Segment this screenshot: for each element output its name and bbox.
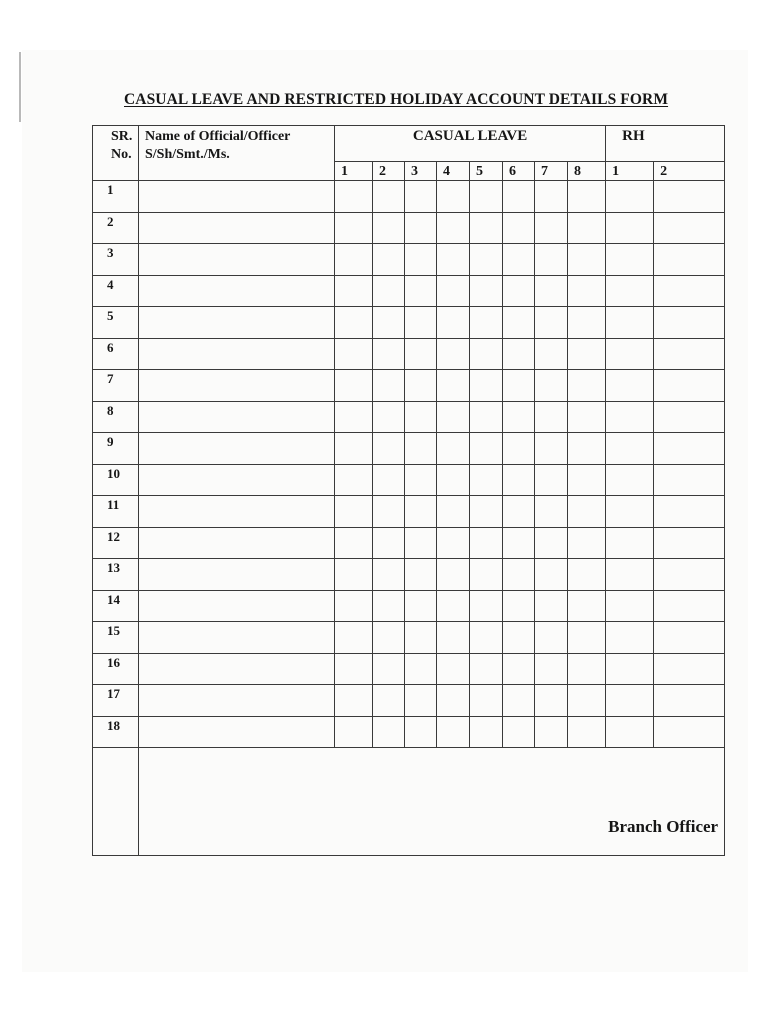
casual-leave-cell[interactable] <box>568 275 606 307</box>
official-name-cell[interactable] <box>139 370 335 402</box>
casual-leave-cell[interactable] <box>405 464 437 496</box>
casual-leave-cell[interactable] <box>405 527 437 559</box>
casual-leave-cell[interactable] <box>568 244 606 276</box>
casual-leave-cell[interactable] <box>373 181 405 213</box>
casual-leave-cell[interactable] <box>373 464 405 496</box>
official-name-cell[interactable] <box>139 433 335 465</box>
sr-number-cell: 2 <box>93 212 139 244</box>
rh-cell[interactable] <box>606 370 654 402</box>
casual-leave-cell[interactable] <box>470 181 503 213</box>
casual-leave-cell[interactable] <box>568 433 606 465</box>
casual-leave-cell[interactable] <box>437 181 470 213</box>
leave-account-table <box>92 125 725 856</box>
casual-leave-cell[interactable] <box>470 212 503 244</box>
casual-leave-cell[interactable] <box>405 401 437 433</box>
casual-leave-cell[interactable] <box>437 244 470 276</box>
casual-leave-cell[interactable] <box>503 275 535 307</box>
casual-leave-cell[interactable] <box>535 590 568 622</box>
casual-leave-cell[interactable] <box>503 716 535 748</box>
casual-leave-cell[interactable] <box>470 464 503 496</box>
rh-cell[interactable] <box>606 716 654 748</box>
casual-leave-cell[interactable] <box>503 401 535 433</box>
sr-number-cell: 14 <box>93 590 139 622</box>
official-name-cell[interactable] <box>139 622 335 654</box>
casual-leave-cell[interactable] <box>437 622 470 654</box>
rh-cell[interactable] <box>606 181 654 213</box>
rh-cell[interactable] <box>606 244 654 276</box>
casual-leave-cell[interactable] <box>470 401 503 433</box>
table-row <box>93 622 725 654</box>
casual-leave-cell[interactable] <box>568 464 606 496</box>
table-row <box>93 307 725 339</box>
rh-cell[interactable] <box>654 685 725 717</box>
official-name-cell[interactable] <box>139 653 335 685</box>
rh-cell[interactable] <box>606 559 654 591</box>
casual-leave-cell[interactable] <box>437 559 470 591</box>
casual-leave-cell[interactable] <box>535 338 568 370</box>
casual-leave-cell[interactable] <box>405 212 437 244</box>
casual-leave-header: CASUAL LEAVE <box>335 126 606 162</box>
casual-leave-cell[interactable] <box>373 716 405 748</box>
casual-leave-cell[interactable] <box>335 212 373 244</box>
casual-leave-cell[interactable] <box>335 527 373 559</box>
casual-leave-cell[interactable] <box>373 622 405 654</box>
casual-leave-cell[interactable] <box>405 370 437 402</box>
scan-edge-mark <box>19 52 21 122</box>
rh-cell[interactable] <box>606 401 654 433</box>
casual-leave-cell[interactable] <box>405 338 437 370</box>
casual-leave-cell[interactable] <box>335 716 373 748</box>
casual-leave-cell[interactable] <box>437 275 470 307</box>
table-row <box>93 685 725 717</box>
casual-leave-cell[interactable] <box>335 275 373 307</box>
official-name-cell[interactable] <box>139 464 335 496</box>
casual-leave-cell[interactable] <box>503 244 535 276</box>
name-header-line1: Name of Official/Officer <box>145 129 291 144</box>
official-name-cell[interactable] <box>139 307 335 339</box>
casual-leave-cell[interactable] <box>437 590 470 622</box>
casual-leave-cell[interactable] <box>335 496 373 528</box>
casual-leave-cell[interactable] <box>373 401 405 433</box>
casual-leave-cell[interactable] <box>535 464 568 496</box>
casual-leave-cell[interactable] <box>470 307 503 339</box>
official-name-cell[interactable] <box>139 181 335 213</box>
table-row <box>93 401 725 433</box>
casual-leave-cell[interactable] <box>437 527 470 559</box>
sr-number-cell: 11 <box>93 496 139 528</box>
casual-leave-col-8: 8 <box>568 162 606 181</box>
casual-leave-cell[interactable] <box>405 716 437 748</box>
casual-leave-col-1: 1 <box>335 162 373 181</box>
branch-officer-label: Branch Officer <box>608 817 719 836</box>
casual-leave-cell[interactable] <box>335 622 373 654</box>
sr-no-header <box>93 126 139 181</box>
casual-leave-cell[interactable] <box>503 496 535 528</box>
casual-leave-cell[interactable] <box>503 338 535 370</box>
casual-leave-cell[interactable] <box>568 653 606 685</box>
sr-number-cell: 18 <box>93 716 139 748</box>
sr-number-cell: 16 <box>93 653 139 685</box>
rh-cell[interactable] <box>606 527 654 559</box>
casual-leave-cell[interactable] <box>535 212 568 244</box>
casual-leave-cell[interactable] <box>405 590 437 622</box>
sr-number-cell: 4 <box>93 275 139 307</box>
sr-number-cell: 5 <box>93 307 139 339</box>
official-name-cell[interactable] <box>139 496 335 528</box>
casual-leave-cell[interactable] <box>535 401 568 433</box>
casual-leave-cell[interactable] <box>503 622 535 654</box>
casual-leave-cell[interactable] <box>335 244 373 276</box>
casual-leave-cell[interactable] <box>373 275 405 307</box>
signature-row-sr-cell <box>93 748 139 856</box>
rh-cell[interactable] <box>654 464 725 496</box>
casual-leave-cell[interactable] <box>437 307 470 339</box>
casual-leave-cell[interactable] <box>437 338 470 370</box>
official-name-cell[interactable] <box>139 716 335 748</box>
casual-leave-cell[interactable] <box>405 181 437 213</box>
casual-leave-cell[interactable] <box>568 401 606 433</box>
sr-number-cell: 9 <box>93 433 139 465</box>
casual-leave-cell[interactable] <box>373 307 405 339</box>
casual-leave-cell[interactable] <box>535 307 568 339</box>
casual-leave-cell[interactable] <box>535 653 568 685</box>
casual-leave-cell[interactable] <box>373 559 405 591</box>
casual-leave-cell[interactable] <box>335 307 373 339</box>
rh-cell[interactable] <box>654 590 725 622</box>
casual-leave-cell[interactable] <box>470 370 503 402</box>
official-name-cell[interactable] <box>139 338 335 370</box>
casual-leave-cell[interactable] <box>470 653 503 685</box>
casual-leave-cell[interactable] <box>437 464 470 496</box>
casual-leave-cell[interactable] <box>405 653 437 685</box>
casual-leave-col-6: 6 <box>503 162 535 181</box>
casual-leave-cell[interactable] <box>335 433 373 465</box>
sr-number-cell: 7 <box>93 370 139 402</box>
form-title: CASUAL LEAVE AND RESTRICTED HOLIDAY ACCOUNT DETAILS FORM <box>124 91 669 108</box>
rh-cell[interactable] <box>606 212 654 244</box>
casual-leave-cell[interactable] <box>535 244 568 276</box>
casual-leave-cell[interactable] <box>503 653 535 685</box>
sr-number-cell: 8 <box>93 401 139 433</box>
casual-leave-cell[interactable] <box>535 527 568 559</box>
casual-leave-col-5: 5 <box>470 162 503 181</box>
table-row <box>93 590 725 622</box>
official-name-cell[interactable] <box>139 244 335 276</box>
casual-leave-cell[interactable] <box>568 307 606 339</box>
casual-leave-cell[interactable] <box>373 338 405 370</box>
official-name-cell[interactable] <box>139 527 335 559</box>
casual-leave-cell[interactable] <box>535 716 568 748</box>
casual-leave-cell[interactable] <box>335 559 373 591</box>
casual-leave-cell[interactable] <box>405 307 437 339</box>
sr-number-cell: 17 <box>93 685 139 717</box>
official-name-cell[interactable] <box>139 212 335 244</box>
casual-leave-cell[interactable] <box>470 685 503 717</box>
rh-cell[interactable] <box>654 338 725 370</box>
casual-leave-col-2: 2 <box>373 162 405 181</box>
casual-leave-cell[interactable] <box>503 590 535 622</box>
official-name-cell[interactable] <box>139 590 335 622</box>
casual-leave-cell[interactable] <box>437 212 470 244</box>
table-row <box>93 244 725 276</box>
rh-cell[interactable] <box>654 401 725 433</box>
casual-leave-cell[interactable] <box>568 370 606 402</box>
casual-leave-cell[interactable] <box>335 181 373 213</box>
table-row <box>93 338 725 370</box>
table-row <box>93 181 725 213</box>
signature-cell <box>139 748 725 856</box>
official-name-cell[interactable] <box>139 685 335 717</box>
casual-leave-cell[interactable] <box>503 685 535 717</box>
rh-cell[interactable] <box>606 307 654 339</box>
rh-cell[interactable] <box>654 622 725 654</box>
casual-leave-cell[interactable] <box>335 685 373 717</box>
casual-leave-cell[interactable] <box>335 653 373 685</box>
rh-cell[interactable] <box>606 338 654 370</box>
rh-header: RH <box>606 126 725 162</box>
casual-leave-cell[interactable] <box>405 275 437 307</box>
casual-leave-cell[interactable] <box>373 527 405 559</box>
casual-leave-cell[interactable] <box>335 464 373 496</box>
rh-cell[interactable] <box>654 496 725 528</box>
sr-number-cell: 15 <box>93 622 139 654</box>
sr-header-line2: No. <box>111 147 132 162</box>
casual-leave-cell[interactable] <box>437 401 470 433</box>
table-row <box>93 370 725 402</box>
sr-number-cell: 13 <box>93 559 139 591</box>
rh-col-2: 2 <box>654 162 725 181</box>
casual-leave-cell[interactable] <box>373 653 405 685</box>
casual-leave-cell[interactable] <box>405 433 437 465</box>
rh-cell[interactable] <box>654 716 725 748</box>
casual-leave-cell[interactable] <box>503 181 535 213</box>
rh-cell[interactable] <box>654 433 725 465</box>
casual-leave-cell[interactable] <box>535 181 568 213</box>
casual-leave-cell[interactable] <box>470 622 503 654</box>
rh-cell[interactable] <box>654 181 725 213</box>
casual-leave-cell[interactable] <box>503 464 535 496</box>
casual-leave-cell[interactable] <box>470 527 503 559</box>
casual-leave-cell[interactable] <box>437 370 470 402</box>
casual-leave-col-3: 3 <box>405 162 437 181</box>
casual-leave-cell[interactable] <box>568 590 606 622</box>
rh-cell[interactable] <box>654 275 725 307</box>
casual-leave-cell[interactable] <box>568 559 606 591</box>
casual-leave-cell[interactable] <box>470 559 503 591</box>
sr-header-line1: SR. <box>111 129 133 144</box>
rh-cell[interactable] <box>606 464 654 496</box>
casual-leave-cell[interactable] <box>568 527 606 559</box>
casual-leave-cell[interactable] <box>470 716 503 748</box>
official-name-cell[interactable] <box>139 275 335 307</box>
casual-leave-cell[interactable] <box>405 622 437 654</box>
casual-leave-cell[interactable] <box>405 244 437 276</box>
table-row <box>93 275 725 307</box>
casual-leave-cell[interactable] <box>568 181 606 213</box>
casual-leave-cell[interactable] <box>535 685 568 717</box>
casual-leave-cell[interactable] <box>373 590 405 622</box>
rh-cell[interactable] <box>654 244 725 276</box>
rh-col-1: 1 <box>606 162 654 181</box>
casual-leave-cell[interactable] <box>437 496 470 528</box>
casual-leave-cell[interactable] <box>470 496 503 528</box>
table-row <box>93 212 725 244</box>
casual-leave-cell[interactable] <box>437 653 470 685</box>
header-row-1 <box>93 126 725 162</box>
sr-number-cell: 12 <box>93 527 139 559</box>
table-row <box>93 559 725 591</box>
casual-leave-cell[interactable] <box>373 212 405 244</box>
casual-leave-cell[interactable] <box>568 622 606 654</box>
casual-leave-cell[interactable] <box>568 685 606 717</box>
official-name-cell[interactable] <box>139 559 335 591</box>
sr-number-cell: 1 <box>93 181 139 213</box>
rh-cell[interactable] <box>606 590 654 622</box>
casual-leave-col-4: 4 <box>437 162 470 181</box>
casual-leave-cell[interactable] <box>503 559 535 591</box>
casual-leave-cell[interactable] <box>335 401 373 433</box>
casual-leave-cell[interactable] <box>335 370 373 402</box>
table-row <box>93 433 725 465</box>
casual-leave-cell[interactable] <box>503 212 535 244</box>
casual-leave-cell[interactable] <box>568 496 606 528</box>
casual-leave-cell[interactable] <box>568 716 606 748</box>
casual-leave-cell[interactable] <box>535 433 568 465</box>
sr-number-cell: 10 <box>93 464 139 496</box>
rh-cell[interactable] <box>654 307 725 339</box>
table-row <box>93 716 725 748</box>
casual-leave-cell[interactable] <box>470 275 503 307</box>
casual-leave-cell[interactable] <box>373 433 405 465</box>
table-row <box>93 653 725 685</box>
casual-leave-cell[interactable] <box>373 370 405 402</box>
casual-leave-cell[interactable] <box>437 433 470 465</box>
casual-leave-cell[interactable] <box>373 244 405 276</box>
casual-leave-cell[interactable] <box>470 338 503 370</box>
rh-cell[interactable] <box>654 527 725 559</box>
table-row <box>93 527 725 559</box>
casual-leave-cell[interactable] <box>568 338 606 370</box>
casual-leave-cell[interactable] <box>405 496 437 528</box>
casual-leave-cell[interactable] <box>535 275 568 307</box>
rh-cell[interactable] <box>606 275 654 307</box>
table-row <box>93 496 725 528</box>
casual-leave-cell[interactable] <box>405 685 437 717</box>
casual-leave-cell[interactable] <box>503 433 535 465</box>
casual-leave-cell[interactable] <box>437 716 470 748</box>
casual-leave-cell[interactable] <box>535 496 568 528</box>
casual-leave-cell[interactable] <box>503 527 535 559</box>
casual-leave-cell[interactable] <box>470 590 503 622</box>
casual-leave-cell[interactable] <box>470 244 503 276</box>
casual-leave-cell[interactable] <box>437 685 470 717</box>
casual-leave-cell[interactable] <box>335 590 373 622</box>
signature-row <box>93 748 725 856</box>
rh-cell[interactable] <box>606 496 654 528</box>
table-row <box>93 464 725 496</box>
rh-cell[interactable] <box>606 653 654 685</box>
sr-number-cell: 3 <box>93 244 139 276</box>
casual-leave-cell[interactable] <box>373 496 405 528</box>
name-header <box>139 126 335 181</box>
casual-leave-cell[interactable] <box>503 370 535 402</box>
casual-leave-cell[interactable] <box>568 212 606 244</box>
rh-cell[interactable] <box>606 622 654 654</box>
rh-cell[interactable] <box>606 685 654 717</box>
sr-number-cell: 6 <box>93 338 139 370</box>
casual-leave-col-7: 7 <box>535 162 568 181</box>
rh-cell[interactable] <box>654 559 725 591</box>
rh-cell[interactable] <box>654 212 725 244</box>
casual-leave-cell[interactable] <box>535 559 568 591</box>
casual-leave-cell[interactable] <box>335 338 373 370</box>
rh-cell[interactable] <box>654 653 725 685</box>
casual-leave-cell[interactable] <box>405 559 437 591</box>
casual-leave-cell[interactable] <box>373 685 405 717</box>
casual-leave-cell[interactable] <box>535 622 568 654</box>
rh-cell[interactable] <box>654 370 725 402</box>
name-header-line2: S/Sh/Smt./Ms. <box>145 147 230 162</box>
rh-cell[interactable] <box>606 433 654 465</box>
casual-leave-cell[interactable] <box>503 307 535 339</box>
casual-leave-cell[interactable] <box>535 370 568 402</box>
casual-leave-cell[interactable] <box>470 433 503 465</box>
official-name-cell[interactable] <box>139 401 335 433</box>
